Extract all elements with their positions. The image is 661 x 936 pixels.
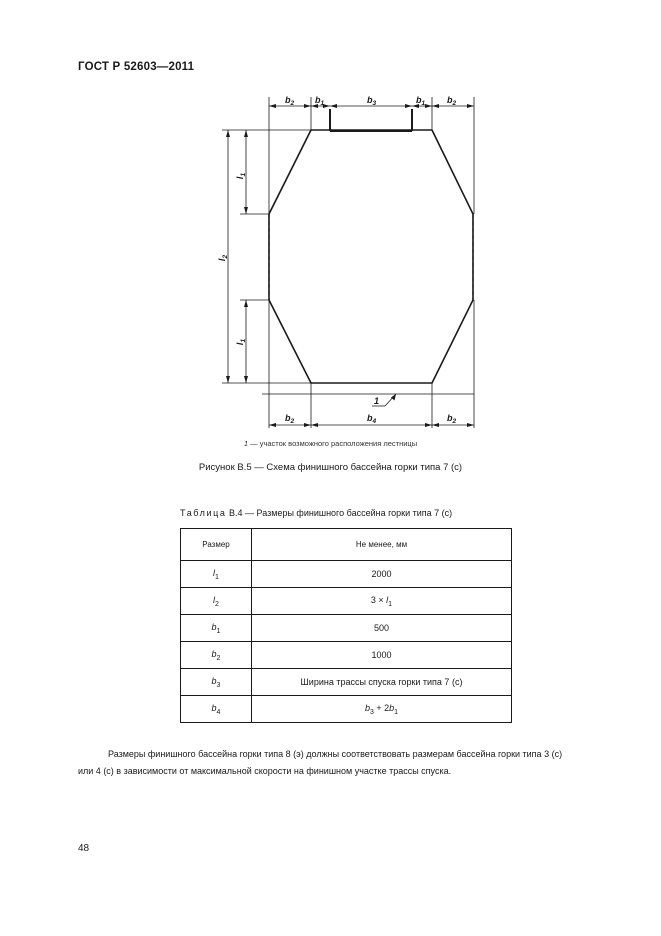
dim-b2-top-left: $b_2$ bbox=[285, 95, 295, 107]
value-cell: $3 \times l_1$ bbox=[252, 588, 512, 615]
pool-diagram bbox=[200, 85, 500, 445]
pool-outline bbox=[269, 130, 473, 383]
size-cell: $l_2$ bbox=[181, 588, 252, 615]
header-value: Не менее, мм bbox=[252, 529, 512, 561]
dim-b2-top-right: $b_2$ bbox=[447, 95, 457, 107]
size-cell: $b_1$ bbox=[181, 615, 252, 642]
dim-b3-top: $b_3$ bbox=[367, 95, 377, 107]
document-code: ГОСТ Р 52603—2011 bbox=[78, 61, 195, 73]
dim-l1-upper: $l_1$ bbox=[235, 172, 247, 180]
table-row bbox=[181, 588, 512, 615]
table-row bbox=[181, 615, 512, 642]
table-row bbox=[181, 696, 512, 723]
value-cell: Ширина трассы спуска горки типа 7 (с) bbox=[252, 669, 512, 696]
dim-l1-lower: $l_1$ bbox=[235, 338, 247, 346]
value-cell: $b_3 + 2b_1$ bbox=[252, 696, 512, 723]
size-cell: $l_1$ bbox=[181, 561, 252, 588]
size-cell: $b_2$ bbox=[181, 642, 252, 669]
dim-l2-total: $l_2$ bbox=[217, 254, 229, 262]
dim-b1-top-right: $b_1$ bbox=[416, 95, 426, 107]
size-cell: $b_3$ bbox=[181, 669, 252, 696]
table-caption: Таблица В.4 — Размеры финишного бассейна горки типа 7 (с) bbox=[180, 508, 453, 518]
dim-b1-top-left: $b_1$ bbox=[315, 95, 325, 107]
page-number: 48 bbox=[78, 843, 90, 854]
value-cell: 500 bbox=[252, 615, 512, 642]
value-cell: 2000 bbox=[252, 561, 512, 588]
table-row bbox=[181, 561, 512, 588]
table-row bbox=[181, 642, 512, 669]
size-cell: $b_4$ bbox=[181, 696, 252, 723]
dim-b4-bottom: $b_4$ bbox=[367, 413, 377, 425]
body-paragraph: Размеры финишного бассейна горки типа 8 (э) должны соответствовать размерам бассейна горки типа 3 (с) или 4 (с) в зависимости от максимальной скорости на финишном участке трассы спуска. bbox=[78, 749, 563, 776]
ladder-zone-top bbox=[330, 109, 412, 131]
table-row bbox=[181, 669, 512, 696]
header-size: Размер bbox=[181, 529, 252, 561]
table-header-row bbox=[181, 529, 512, 561]
dimensions-table bbox=[180, 528, 512, 723]
callout-number: 1 bbox=[374, 396, 380, 406]
figure-legend: 1 — участок возможного расположения лестницы bbox=[243, 439, 418, 448]
dim-b2-bottom-right: $b_2$ bbox=[447, 413, 457, 425]
figure-caption: Рисунок В.5 — Схема финишного бассейна горки типа 7 (с) bbox=[198, 462, 463, 473]
dim-b2-bottom-left: $b_2$ bbox=[285, 413, 295, 425]
value-cell: 1000 bbox=[252, 642, 512, 669]
